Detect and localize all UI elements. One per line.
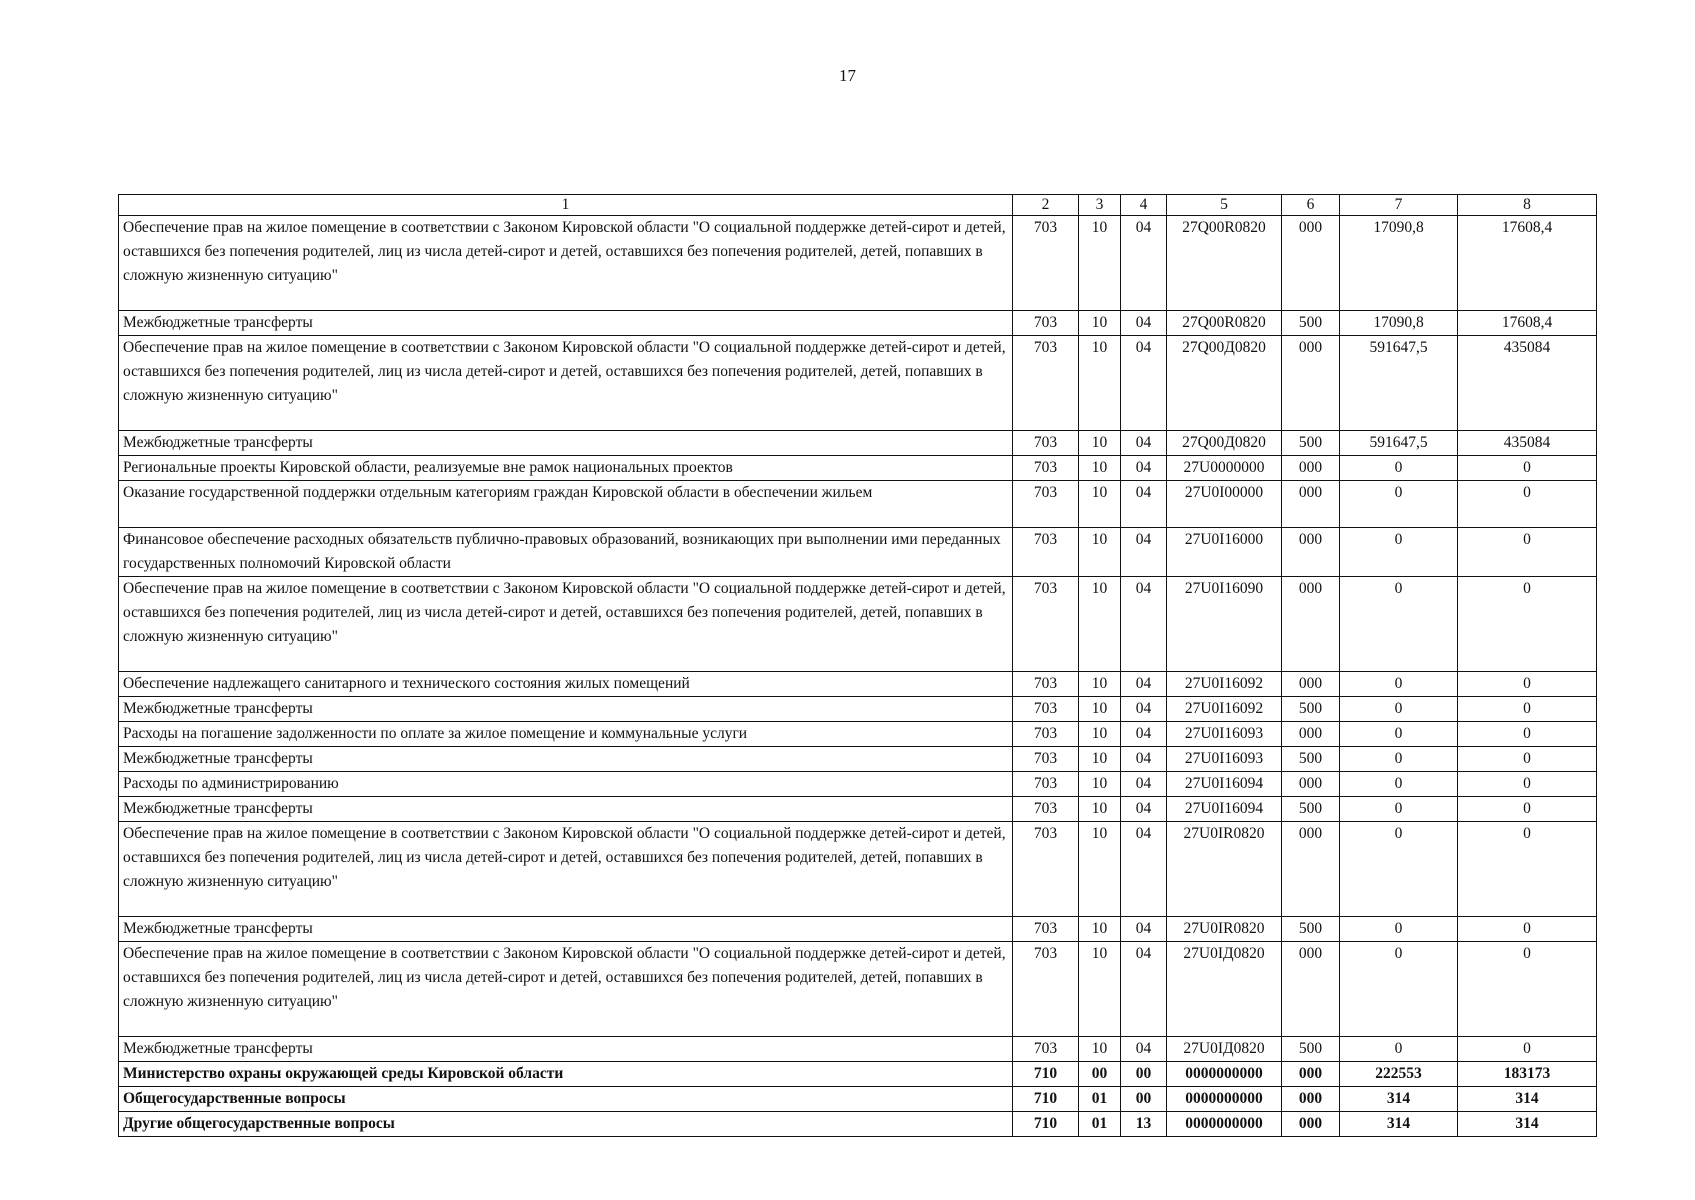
row-name-cell: Обеспечение надлежащего санитарного и технического состояния жилых помещений <box>119 672 1013 697</box>
section-code-cell: 710 <box>1013 1087 1079 1112</box>
amount-year1-cell: 0 <box>1340 672 1458 697</box>
subchapter-code-cell: 04 <box>1121 216 1167 311</box>
subchapter-code-cell: 04 <box>1121 797 1167 822</box>
table-row <box>119 1037 1597 1062</box>
expense-type-cell: 000 <box>1282 528 1340 577</box>
section-code-cell: 703 <box>1013 336 1079 431</box>
chapter-code-cell: 10 <box>1079 747 1121 772</box>
row-name-cell: Межбюджетные трансферты <box>119 917 1013 942</box>
section-code-cell: 710 <box>1013 1112 1079 1137</box>
chapter-code-cell: 10 <box>1079 577 1121 672</box>
amount-year2-cell: 17608,4 <box>1458 311 1597 336</box>
amount-year1-cell: 0 <box>1340 528 1458 577</box>
header-cell-2: 2 <box>1013 195 1079 216</box>
chapter-code-cell: 10 <box>1079 1037 1121 1062</box>
expense-type-cell: 500 <box>1282 697 1340 722</box>
amount-year2-cell: 0 <box>1458 697 1597 722</box>
expense-type-cell: 500 <box>1282 1037 1340 1062</box>
chapter-code-cell: 10 <box>1079 822 1121 917</box>
table-row <box>119 1087 1597 1112</box>
amount-year1-cell: 0 <box>1340 747 1458 772</box>
subchapter-code-cell: 04 <box>1121 822 1167 917</box>
section-code-cell: 703 <box>1013 311 1079 336</box>
amount-year2-cell: 0 <box>1458 772 1597 797</box>
expense-type-cell: 000 <box>1282 577 1340 672</box>
row-name-cell: Министерство охраны окружающей среды Кировской области <box>119 1062 1013 1087</box>
row-name-cell: Межбюджетные трансферты <box>119 431 1013 456</box>
amount-year2-cell: 0 <box>1458 747 1597 772</box>
table-row <box>119 917 1597 942</box>
header-cell-5: 5 <box>1167 195 1282 216</box>
section-code-cell: 703 <box>1013 697 1079 722</box>
expense-type-cell: 000 <box>1282 822 1340 917</box>
target-article-cell: 27U0000000 <box>1167 456 1282 481</box>
chapter-code-cell: 10 <box>1079 216 1121 311</box>
table-row <box>119 216 1597 311</box>
section-code-cell: 703 <box>1013 672 1079 697</box>
header-cell-6: 6 <box>1282 195 1340 216</box>
amount-year1-cell: 222553 <box>1340 1062 1458 1087</box>
amount-year1-cell: 0 <box>1340 481 1458 528</box>
subchapter-code-cell: 04 <box>1121 747 1167 772</box>
amount-year1-cell: 17090,8 <box>1340 311 1458 336</box>
section-code-cell: 703 <box>1013 577 1079 672</box>
expense-type-cell: 000 <box>1282 672 1340 697</box>
amount-year1-cell: 0 <box>1340 577 1458 672</box>
row-name-cell: Обеспечение прав на жилое помещение в соответствии с Законом Кировской области "О социальной поддержке детей-сирот и детей, оставшихся без попечения родителей, лиц из числа детей-сирот и детей, оставшихся без попечения родителей, детей, попавших в сложную жизненную ситуацию" <box>119 577 1013 672</box>
target-article-cell: 27U0I16092 <box>1167 697 1282 722</box>
table-row <box>119 697 1597 722</box>
subchapter-code-cell: 04 <box>1121 577 1167 672</box>
table-row <box>119 1062 1597 1087</box>
target-article-cell: 27U0I16094 <box>1167 772 1282 797</box>
subchapter-code-cell: 13 <box>1121 1112 1167 1137</box>
target-article-cell: 27U0I00000 <box>1167 481 1282 528</box>
subchapter-code-cell: 04 <box>1121 311 1167 336</box>
subchapter-code-cell: 04 <box>1121 528 1167 577</box>
subchapter-code-cell: 04 <box>1121 722 1167 747</box>
target-article-cell: 0000000000 <box>1167 1087 1282 1112</box>
amount-year2-cell: 0 <box>1458 942 1597 1037</box>
subchapter-code-cell: 04 <box>1121 336 1167 431</box>
row-name-cell: Общегосударственные вопросы <box>119 1087 1013 1112</box>
expense-type-cell: 000 <box>1282 216 1340 311</box>
target-article-cell: 27U0I16093 <box>1167 722 1282 747</box>
table-row <box>119 311 1597 336</box>
subchapter-code-cell: 04 <box>1121 697 1167 722</box>
chapter-code-cell: 00 <box>1079 1062 1121 1087</box>
expense-type-cell: 000 <box>1282 722 1340 747</box>
target-article-cell: 27U0IR0820 <box>1167 917 1282 942</box>
amount-year2-cell: 314 <box>1458 1112 1597 1137</box>
row-name-cell: Обеспечение прав на жилое помещение в соответствии с Законом Кировской области "О социальной поддержке детей-сирот и детей, оставшихся без попечения родителей, лиц из числа детей-сирот и детей, оставшихся без попечения родителей, детей, попавших в сложную жизненную ситуацию" <box>119 822 1013 917</box>
chapter-code-cell: 10 <box>1079 672 1121 697</box>
table-row <box>119 431 1597 456</box>
chapter-code-cell: 10 <box>1079 797 1121 822</box>
chapter-code-cell: 10 <box>1079 942 1121 1037</box>
row-name-cell: Обеспечение прав на жилое помещение в соответствии с Законом Кировской области "О социальной поддержке детей-сирот и детей, оставшихся без попечения родителей, лиц из числа детей-сирот и детей, оставшихся без попечения родителей, детей, попавших в сложную жизненную ситуацию" <box>119 942 1013 1037</box>
chapter-code-cell: 10 <box>1079 697 1121 722</box>
row-name-cell: Обеспечение прав на жилое помещение в соответствии с Законом Кировской области "О социальной поддержке детей-сирот и детей, оставшихся без попечения родителей, лиц из числа детей-сирот и детей, оставшихся без попечения родителей, детей, попавших в сложную жизненную ситуацию" <box>119 216 1013 311</box>
row-name-cell: Расходы по администрированию <box>119 772 1013 797</box>
amount-year1-cell: 0 <box>1340 697 1458 722</box>
header-cell-1: 1 <box>119 195 1013 216</box>
table-body <box>119 216 1597 1137</box>
subchapter-code-cell: 04 <box>1121 917 1167 942</box>
section-code-cell: 703 <box>1013 481 1079 528</box>
chapter-code-cell: 10 <box>1079 722 1121 747</box>
table-row <box>119 528 1597 577</box>
target-article-cell: 27U0I16092 <box>1167 672 1282 697</box>
budget-table <box>118 194 1597 1137</box>
amount-year2-cell: 0 <box>1458 481 1597 528</box>
table-row <box>119 772 1597 797</box>
chapter-code-cell: 01 <box>1079 1112 1121 1137</box>
amount-year1-cell: 0 <box>1340 822 1458 917</box>
table-row <box>119 747 1597 772</box>
row-name-cell: Межбюджетные трансферты <box>119 1037 1013 1062</box>
subchapter-code-cell: 04 <box>1121 481 1167 528</box>
chapter-code-cell: 10 <box>1079 481 1121 528</box>
target-article-cell: 27U0I16094 <box>1167 797 1282 822</box>
section-code-cell: 710 <box>1013 1062 1079 1087</box>
target-article-cell: 27Q00R0820 <box>1167 216 1282 311</box>
amount-year2-cell: 435084 <box>1458 431 1597 456</box>
table-row <box>119 822 1597 917</box>
header-cell-8: 8 <box>1458 195 1597 216</box>
expense-type-cell: 500 <box>1282 917 1340 942</box>
amount-year1-cell: 314 <box>1340 1087 1458 1112</box>
expense-type-cell: 000 <box>1282 481 1340 528</box>
amount-year2-cell: 0 <box>1458 917 1597 942</box>
header-cell-3: 3 <box>1079 195 1121 216</box>
amount-year2-cell: 17608,4 <box>1458 216 1597 311</box>
amount-year1-cell: 0 <box>1340 917 1458 942</box>
amount-year2-cell: 0 <box>1458 722 1597 747</box>
table-row <box>119 942 1597 1037</box>
section-code-cell: 703 <box>1013 722 1079 747</box>
subchapter-code-cell: 00 <box>1121 1062 1167 1087</box>
target-article-cell: 27U0I16093 <box>1167 747 1282 772</box>
header-row <box>119 195 1597 216</box>
row-name-cell: Другие общегосударственные вопросы <box>119 1112 1013 1137</box>
target-article-cell: 27U0IД0820 <box>1167 1037 1282 1062</box>
chapter-code-cell: 10 <box>1079 431 1121 456</box>
section-code-cell: 703 <box>1013 431 1079 456</box>
section-code-cell: 703 <box>1013 528 1079 577</box>
table-row <box>119 1112 1597 1137</box>
row-name-cell: Межбюджетные трансферты <box>119 311 1013 336</box>
table-header <box>119 195 1597 216</box>
target-article-cell: 27U0IД0820 <box>1167 942 1282 1037</box>
table-row <box>119 456 1597 481</box>
page-number: 17 <box>839 66 856 85</box>
subchapter-code-cell: 00 <box>1121 1087 1167 1112</box>
subchapter-code-cell: 04 <box>1121 456 1167 481</box>
amount-year2-cell: 0 <box>1458 456 1597 481</box>
amount-year2-cell: 0 <box>1458 797 1597 822</box>
header-cell-4: 4 <box>1121 195 1167 216</box>
expense-type-cell: 000 <box>1282 1112 1340 1137</box>
section-code-cell: 703 <box>1013 1037 1079 1062</box>
amount-year2-cell: 0 <box>1458 577 1597 672</box>
row-name-cell: Межбюджетные трансферты <box>119 697 1013 722</box>
expense-type-cell: 000 <box>1282 1087 1340 1112</box>
amount-year1-cell: 0 <box>1340 456 1458 481</box>
amount-year1-cell: 0 <box>1340 1037 1458 1062</box>
table-row <box>119 672 1597 697</box>
expense-type-cell: 000 <box>1282 336 1340 431</box>
section-code-cell: 703 <box>1013 917 1079 942</box>
subchapter-code-cell: 04 <box>1121 942 1167 1037</box>
table-row <box>119 722 1597 747</box>
section-code-cell: 703 <box>1013 216 1079 311</box>
expense-type-cell: 000 <box>1282 456 1340 481</box>
target-article-cell: 27U0I16090 <box>1167 577 1282 672</box>
subchapter-code-cell: 04 <box>1121 431 1167 456</box>
expense-type-cell: 500 <box>1282 311 1340 336</box>
target-article-cell: 27Q00Д0820 <box>1167 431 1282 456</box>
subchapter-code-cell: 04 <box>1121 1037 1167 1062</box>
amount-year2-cell: 183173 <box>1458 1062 1597 1087</box>
chapter-code-cell: 10 <box>1079 311 1121 336</box>
chapter-code-cell: 10 <box>1079 917 1121 942</box>
header-cell-7: 7 <box>1340 195 1458 216</box>
expense-type-cell: 500 <box>1282 797 1340 822</box>
expense-type-cell: 000 <box>1282 772 1340 797</box>
amount-year1-cell: 17090,8 <box>1340 216 1458 311</box>
chapter-code-cell: 10 <box>1079 456 1121 481</box>
section-code-cell: 703 <box>1013 797 1079 822</box>
amount-year2-cell: 0 <box>1458 1037 1597 1062</box>
chapter-code-cell: 01 <box>1079 1087 1121 1112</box>
target-article-cell: 27U0IR0820 <box>1167 822 1282 917</box>
amount-year1-cell: 591647,5 <box>1340 431 1458 456</box>
section-code-cell: 703 <box>1013 456 1079 481</box>
amount-year2-cell: 0 <box>1458 528 1597 577</box>
expense-type-cell: 000 <box>1282 942 1340 1037</box>
row-name-cell: Обеспечение прав на жилое помещение в соответствии с Законом Кировской области "О социальной поддержке детей-сирот и детей, оставшихся без попечения родителей, лиц из числа детей-сирот и детей, оставшихся без попечения родителей, детей, попавших в сложную жизненную ситуацию" <box>119 336 1013 431</box>
amount-year1-cell: 314 <box>1340 1112 1458 1137</box>
subchapter-code-cell: 04 <box>1121 672 1167 697</box>
amount-year1-cell: 0 <box>1340 772 1458 797</box>
chapter-code-cell: 10 <box>1079 528 1121 577</box>
table-row <box>119 577 1597 672</box>
section-code-cell: 703 <box>1013 942 1079 1037</box>
chapter-code-cell: 10 <box>1079 336 1121 431</box>
amount-year2-cell: 0 <box>1458 672 1597 697</box>
section-code-cell: 703 <box>1013 747 1079 772</box>
amount-year1-cell: 591647,5 <box>1340 336 1458 431</box>
section-code-cell: 703 <box>1013 822 1079 917</box>
amount-year2-cell: 0 <box>1458 822 1597 917</box>
target-article-cell: 0000000000 <box>1167 1112 1282 1137</box>
row-name-cell: Межбюджетные трансферты <box>119 797 1013 822</box>
expense-type-cell: 500 <box>1282 747 1340 772</box>
section-code-cell: 703 <box>1013 772 1079 797</box>
target-article-cell: 27Q00R0820 <box>1167 311 1282 336</box>
chapter-code-cell: 10 <box>1079 772 1121 797</box>
table-row <box>119 481 1597 528</box>
row-name-cell: Межбюджетные трансферты <box>119 747 1013 772</box>
amount-year1-cell: 0 <box>1340 797 1458 822</box>
amount-year2-cell: 314 <box>1458 1087 1597 1112</box>
amount-year1-cell: 0 <box>1340 722 1458 747</box>
subchapter-code-cell: 04 <box>1121 772 1167 797</box>
target-article-cell: 0000000000 <box>1167 1062 1282 1087</box>
row-name-cell: Региональные проекты Кировской области, реализуемые вне рамок национальных проектов <box>119 456 1013 481</box>
target-article-cell: 27U0I16000 <box>1167 528 1282 577</box>
row-name-cell: Финансовое обеспечение расходных обязательств публично-правовых образований, возникающих при выполнении ими переданных государственных полномочий Кировской области <box>119 528 1013 577</box>
expense-type-cell: 500 <box>1282 431 1340 456</box>
table-row <box>119 797 1597 822</box>
amount-year2-cell: 435084 <box>1458 336 1597 431</box>
expense-type-cell: 000 <box>1282 1062 1340 1087</box>
table-row <box>119 336 1597 431</box>
amount-year1-cell: 0 <box>1340 942 1458 1037</box>
target-article-cell: 27Q00Д0820 <box>1167 336 1282 431</box>
row-name-cell: Расходы на погашение задолженности по оплате за жилое помещение и коммунальные услуги <box>119 722 1013 747</box>
row-name-cell: Оказание государственной поддержки отдельным категориям граждан Кировской области в обеспечении жильем <box>119 481 1013 528</box>
